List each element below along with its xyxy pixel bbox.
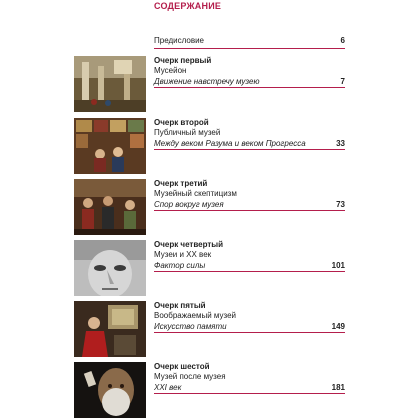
essay-4-subtitle: Фактор силы [154,261,206,270]
essay-3-subtitle: Спор вокруг музея [154,200,224,209]
essay-1-illustration [74,56,146,112]
preface-label: Предисловие [154,36,204,45]
toc-entry-essay-4[interactable] [74,240,345,296]
essay-1-title: Очерк первый [154,56,212,65]
essay-6-subtitle: XXI век [154,383,182,392]
essay-5-subtitle: Искусство памяти [154,322,227,331]
essay-6-illustration [74,362,146,418]
essay-4-name: Музеи и XX век [154,250,212,259]
essay-4-illustration [74,240,146,296]
essay-6-name: Музей после музея [154,372,226,381]
toc-entry-essay-6[interactable] [74,362,345,418]
toc-entry-essay-1[interactable] [74,56,345,112]
toc-entry-essay-5[interactable] [74,301,345,357]
toc-entry-essay-3[interactable] [74,179,345,235]
essay-1-page-number: 7 [340,77,345,86]
essay-5-page-number: 149 [331,322,345,331]
toc-heading: СОДЕРЖАНИЕ [154,1,222,11]
essay-4-page-number: 101 [331,261,345,270]
essay-3-page-number: 73 [336,200,345,209]
essay-6-page-number: 181 [331,383,345,392]
essay-2-subtitle: Между веком Разума и веком Прогресса [154,139,306,148]
toc-entry-preface[interactable] [154,36,345,49]
essay-1-name: Мусейон [154,66,187,75]
essay-5-name: Воображаемый музей [154,311,236,320]
essay-3-title: Очерк третий [154,179,208,188]
essay-3-illustration [74,179,146,235]
essay-2-name: Публичный музей [154,128,221,137]
essay-4-title: Очерк четвертый [154,240,224,249]
essay-2-title: Очерк второй [154,118,209,127]
essay-3-name: Музейный скептицизм [154,189,237,198]
toc-entry-essay-2[interactable] [74,118,345,174]
essay-5-title: Очерк пятый [154,301,206,310]
essay-2-page-number: 33 [336,139,345,148]
essay-6-title: Очерк шестой [154,362,210,371]
essay-2-illustration [74,118,146,174]
essay-1-subtitle: Движение навстречу музею [154,77,260,86]
essay-5-illustration [74,301,146,357]
preface-page-number: 6 [340,36,345,45]
